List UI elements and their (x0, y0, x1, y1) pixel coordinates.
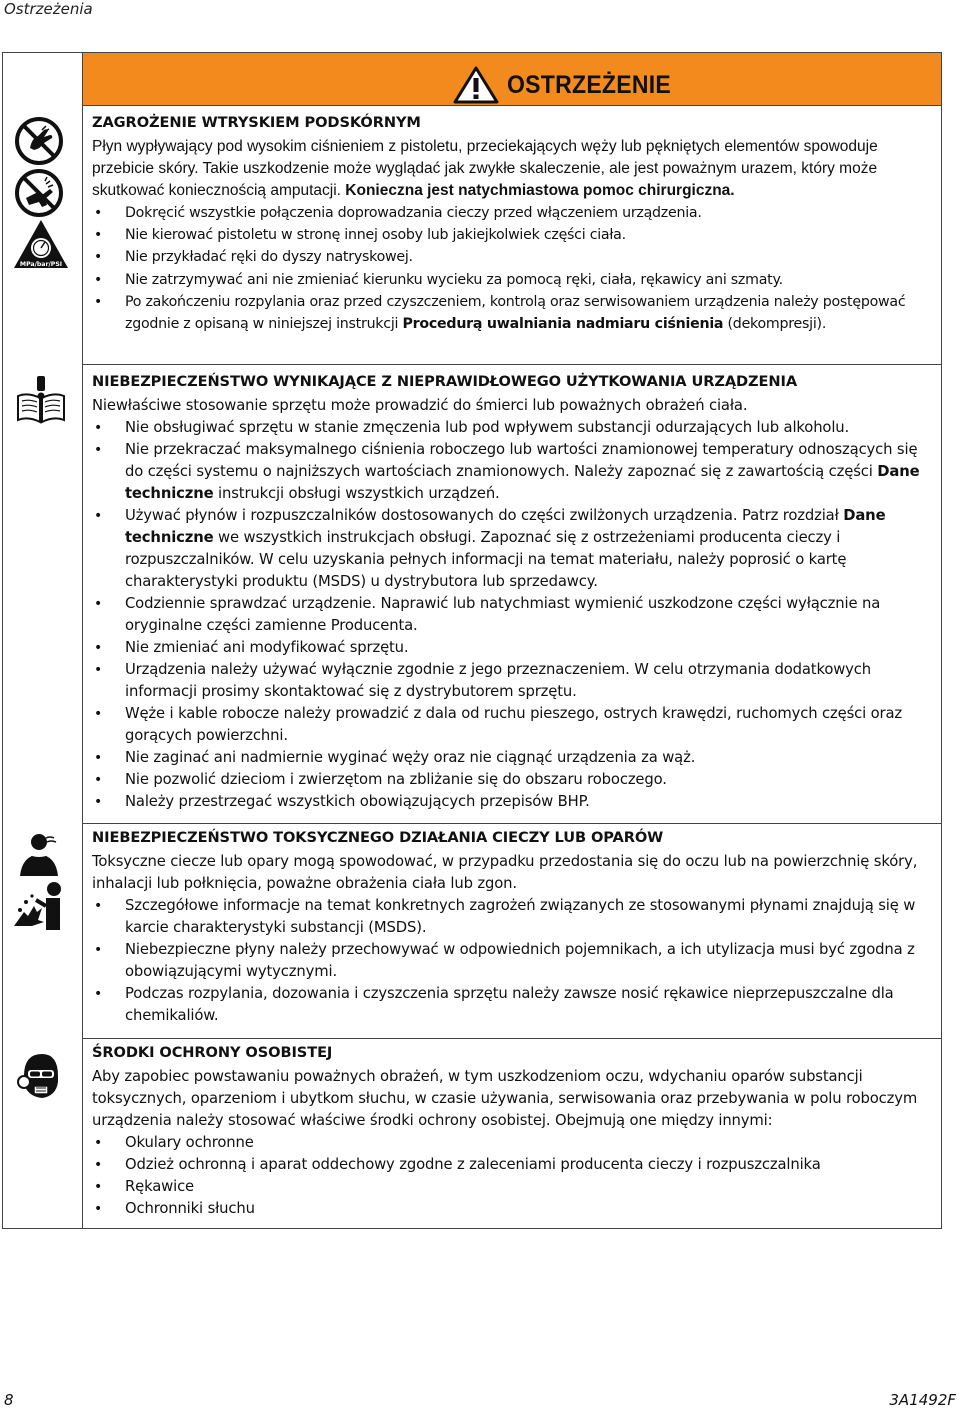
misuse-b2-text: Nie przekraczać maksymalnego ciśnienia roboczego lub wartości znamionowej temperatury odnoszących się do części systemu o najniższych wartościach znamionowych. Należy zapoznać się z zawartością części (125, 441, 918, 480)
section-ppe-heading: ŚRODKI OCHRONY OSOBISTEJ (92, 1044, 333, 1061)
misuse-b2-tail: instrukcji obsługi wszystkich urządzeń. (213, 485, 500, 502)
list-item: • Nie obsługiwać sprzętu w stanie zmęczenia lub pod wpływem substancji odurzających lub alkoholu. (92, 417, 934, 439)
injection-bullets (92, 202, 934, 335)
section-injection-intro (92, 136, 934, 202)
list-item: • Odzież ochronną i aparat oddechowy zgodne z zaleceniami producenta cieczy i rozpuszczalnika (92, 1154, 934, 1176)
banner-title: OSTRZEŻENIE (507, 70, 672, 99)
depressurize-tail: (dekompresji). (723, 316, 827, 333)
list-item: • Węże i kable robocze należy prowadzić z dala od ruchu pieszego, ostrych krawędzi, ruchomych części oraz gorących powierzchni. (92, 703, 934, 747)
depressurize-bold: Procedurą uwalniania nadmiaru ciśnienia (402, 316, 724, 333)
section-toxic (92, 829, 934, 1027)
ppe-head-icon (14, 1050, 64, 1102)
misuse-bullets (92, 417, 934, 813)
section-misuse (92, 373, 934, 813)
list-item: • Należy przestrzegać wszystkich obowiązujących przepisów BHP. (92, 791, 934, 813)
list-item: • Dokręcić wszystkie połączenia doprowadzania cieczy przed włączeniem urządzenia. (92, 202, 934, 224)
document-code: 3A1492F (889, 1391, 956, 1409)
divider-2 (83, 823, 941, 824)
injection-intro-bold: Konieczna jest natychmiastowa pomoc chirurgiczna. (345, 182, 735, 199)
page-header-label: Ostrzeżenia (4, 0, 93, 18)
list-item: • Podczas rozpylania, dozowania i czyszczenia sprzętu należy zawsze nosić rękawice nieprzepuszczalne dla chemikaliów. (92, 983, 934, 1027)
gauge-units-label: MPa/bar/PSI (19, 261, 63, 268)
section-toxic-intro: Toksyczne ciecze lub opary mogą spowodować, w przypadku przedostania się do oczu lub na powierzchnię skóry, inhalacji lub połknięcia, poważne obrażenia ciała lub zgon. (92, 853, 918, 892)
toxic-bullets (92, 895, 934, 1027)
section-misuse-intro: Niewłaściwe stosowanie sprzętu może prowadzić do śmierci lub poważnych obrażeń ciała. (92, 397, 748, 414)
list-item: • Nie zmieniać ani modyfikować sprzętu. (92, 637, 934, 659)
divider-3 (83, 1038, 941, 1039)
misuse-b2-bold: Dane techniczne (125, 463, 920, 502)
section-toxic-heading: NIEBEZPIECZEŃSTWO TOKSYCZNEGO DZIAŁANIA CIECZY LUB OPARÓW (92, 829, 664, 846)
section-injection-heading: ZAGROŻENIE WTRYSKIEM PODSKÓRNYM (92, 114, 421, 131)
read-manual-icon (14, 374, 68, 424)
list-item: • Niebezpieczne płyny należy przechowywać w odpowiednich pojemnikach, a ich utylizacja musi być zgodna z obowiązującymi wytycznymi. (92, 939, 934, 983)
pressure-gauge-warning-icon (12, 218, 70, 270)
list-item (92, 505, 934, 593)
list-item (92, 291, 934, 335)
misuse-b3-bold: Dane techniczne (125, 507, 886, 546)
banner-title-group (453, 66, 685, 104)
list-item: • Okulary ochronne (92, 1132, 934, 1154)
list-item: • Nie przykładać ręki do dyszy natryskowej. (92, 246, 934, 268)
list-item: • Codziennie sprawdzać urządzenie. Naprawić lub natychmiast wymienić uszkodzone części wyłącznie na oryginalne części zamienne Producenta. (92, 593, 934, 637)
warning-banner (83, 53, 941, 106)
list-item: • Rękawice (92, 1176, 934, 1198)
list-item (92, 439, 934, 505)
section-misuse-heading: NIEBEZPIECZEŃSTWO WYNIKAJĄCE Z NIEPRAWIDŁOWEGO UŻYTKOWANIA URZĄDZENIA (92, 373, 798, 390)
section-ppe (92, 1044, 934, 1220)
no-hand-spray-icon (14, 116, 64, 166)
section-ppe-intro: Aby zapobiec powstawaniu poważnych obrażeń, w tym uszkodzeniom oczu, wdychaniu oparów substancji toksycznych, oparzeniom i ubytkom słuchu, w czasie używania, serwisowania oraz przebywania w polu roboczym urządzenia należy stosować właściwe środki ochrony osobistej. Obejmują one między innymi: (92, 1068, 918, 1129)
skin-splash-icon (12, 880, 68, 932)
list-item: • Nie pozwolić dzieciom i zwierzętom na zbliżanie się do obszaru roboczego. (92, 769, 934, 791)
ppe-bullets (92, 1132, 934, 1220)
list-item: • Nie zatrzymywać ani nie zmieniać kierunku wycieku za pomocą ręki, ciała, rękawicy ani szmaty. (92, 269, 934, 291)
list-item: • Nie zaginać ani nadmiernie wyginać węży oraz nie ciągnąć urządzenia za wąż. (92, 747, 934, 769)
list-item: • Urządzenia należy używać wyłącznie zgodnie z jego przeznaczeniem. W celu otrzymania dodatkowych informacji prosimy skontaktować się z dystrybutorem sprzętu. (92, 659, 934, 703)
list-item: • Nie kierować pistoletu w stronę innej osoby lub jakiejkolwiek części ciała. (92, 224, 934, 246)
injection-intro-text: Płyn wypływający pod wysokim ciśnieniem z pistoletu, przeciekających węży lub pękniętych elementów spowoduje przebicie skóry. Takie uszkodzenie może wyglądać jak zwykłe skaleczenie, ale jest poważnym urazem, który może skutkować koniecznością amputacji. (92, 138, 878, 199)
page-number: 8 (4, 1391, 14, 1409)
toxic-fumes-icon (14, 832, 64, 878)
section-injection (92, 114, 934, 335)
misuse-b3-tail: we wszystkich instrukcjach obsługi. Zapoznać się z ostrzeżeniami producenta cieczy i rozpuszczalników. W celu uzyskania pełnych informacji na temat materiału, należy poprosić o kartę charakterystyki produktu (MSDS) u dystrybutora lub sprzedawcy. (125, 529, 847, 590)
list-item: • Ochronniki słuchu (92, 1198, 934, 1220)
misuse-b3-text: Używać płynów i rozpuszczalników dostosowanych do części zwilżonych urządzenia. Patrz rozdział (125, 507, 844, 524)
no-spray-gun-icon (14, 168, 64, 218)
warning-triangle-icon (453, 66, 499, 104)
depressurize-text: Po zakończeniu rozpylania oraz przed czyszczeniem, kontrolą oraz serwisowaniem urządzenia należy postępować zgodnie z opisaną w niniejszej instrukcji (125, 293, 906, 333)
list-item: • Szczegółowe informacje na temat konkretnych zagrożeń związanych ze stosowanymi płynami znajdują się w karcie charakterystyki substancji (MSDS). (92, 895, 934, 939)
divider-1 (83, 364, 941, 365)
